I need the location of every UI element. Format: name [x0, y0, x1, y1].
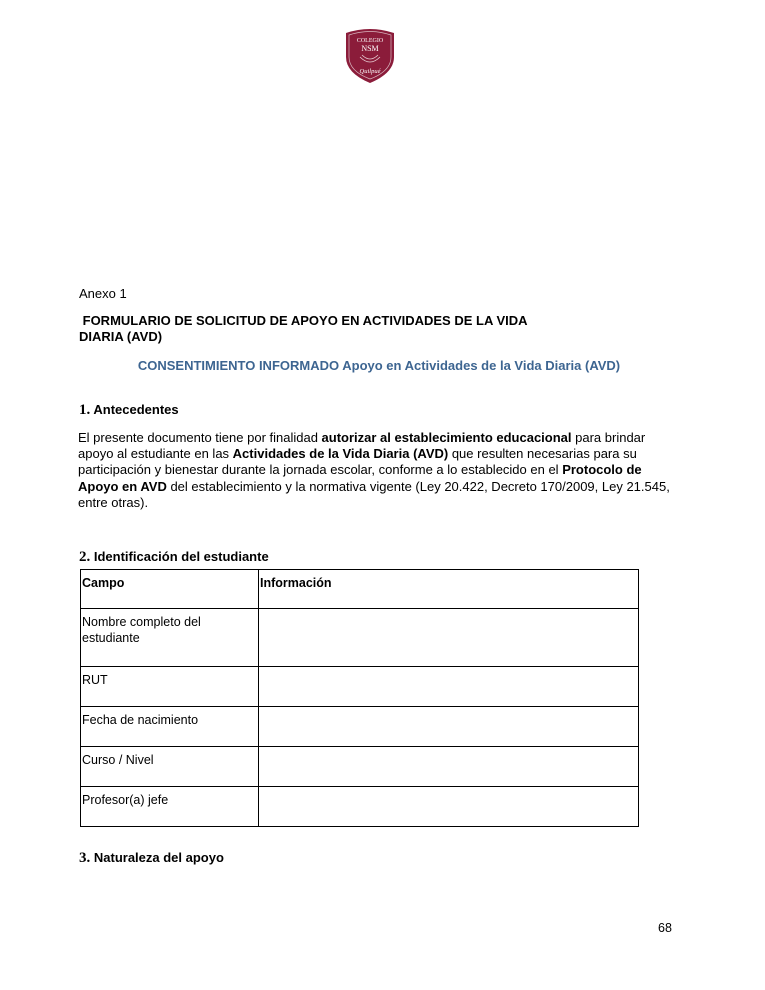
- section-3-number: 3.: [79, 850, 91, 866]
- field-label-profesor: Profesor(a) jefe: [81, 787, 259, 827]
- intro-bold-3: Protocolo de Apoyo en AVD: [78, 462, 642, 494]
- column-header-campo: Campo: [81, 570, 259, 609]
- field-value-rut[interactable]: [259, 667, 639, 707]
- section-3-heading: [79, 850, 224, 867]
- logo-line1: COLEGIO: [356, 38, 384, 44]
- intro-bold-2: Actividades de la Vida Diaria (AVD): [232, 446, 449, 462]
- section-3-title: Naturaleza del apoyo: [93, 850, 224, 865]
- intro-bold-1: autorizar al establecimiento educacional: [321, 430, 572, 445]
- logo-line2: NSM: [361, 44, 379, 53]
- field-label-curso: Curso / Nivel: [81, 747, 259, 787]
- form-title: [79, 313, 549, 345]
- intro-text-2: para brindar apoyo al estudiante en las: [78, 430, 646, 462]
- annex-label: Anexo 1: [79, 286, 127, 301]
- page-number: 68: [658, 921, 672, 935]
- table-row: [81, 747, 639, 787]
- field-value-profesor[interactable]: [259, 787, 639, 827]
- intro-text-4: del establecimiento y la normativa vigente (Ley 20.422, Decreto 170/2009, Ley 21.545, entre otras).: [78, 478, 670, 510]
- field-value-fecha[interactable]: [259, 707, 639, 747]
- student-id-table: [80, 569, 639, 827]
- school-logo: [342, 27, 398, 84]
- intro-text-3: que resulten necesarias para su participación y bienestar durante la jornada escolar, conforme a lo establecido en el: [78, 446, 637, 478]
- field-value-curso[interactable]: [259, 747, 639, 787]
- section-1-heading: [79, 402, 179, 419]
- consent-title-bold: CONSENTIMIENTO INFORMADO: [137, 358, 340, 373]
- table-header-row: [81, 570, 639, 609]
- section-2-number: 2.: [79, 549, 91, 565]
- consent-title: [79, 358, 679, 373]
- field-label-fecha: Fecha de nacimiento: [81, 707, 259, 747]
- table-row: [81, 609, 639, 667]
- intro-text-1: El presente documento tiene por finalidad: [78, 430, 322, 445]
- field-label-rut: RUT: [81, 667, 259, 707]
- field-value-nombre[interactable]: [259, 609, 639, 667]
- table-row: [81, 787, 639, 827]
- logo-line3: Quilpué: [359, 68, 381, 75]
- section-2-title: Identificación del estudiante: [93, 549, 269, 564]
- section-2-heading: [79, 549, 269, 566]
- section-1-number: 1.: [79, 402, 91, 418]
- school-crest-icon: [342, 27, 398, 84]
- intro-paragraph: [78, 430, 683, 511]
- form-title-text: FORMULARIO DE SOLICITUD DE APOYO EN ACTIVIDADES DE LA VIDA DIARIA (AVD): [79, 313, 528, 344]
- column-header-informacion: Información: [259, 570, 639, 609]
- table-row: [81, 707, 639, 747]
- section-1-title: Antecedentes: [93, 402, 179, 417]
- table-row: [81, 667, 639, 707]
- field-label-nombre: Nombre completo del estudiante: [81, 609, 259, 667]
- consent-title-rest: Apoyo en Actividades de la Vida Diaria (AVD): [339, 358, 621, 373]
